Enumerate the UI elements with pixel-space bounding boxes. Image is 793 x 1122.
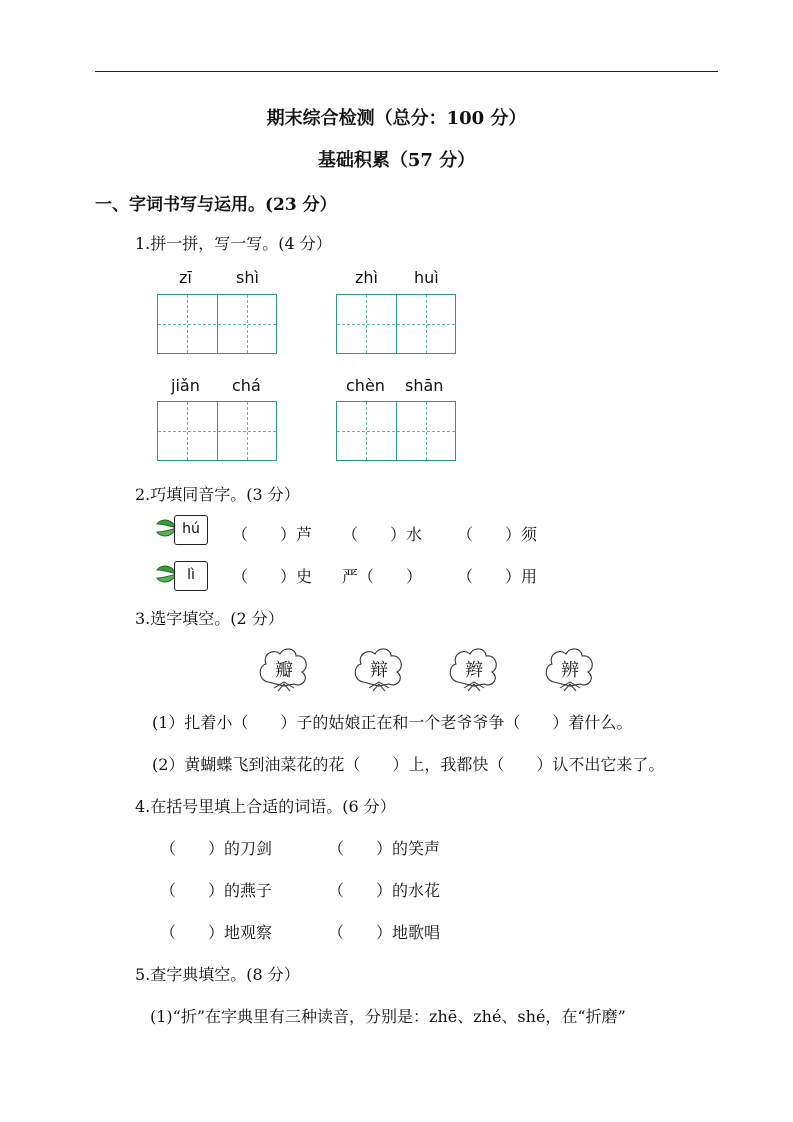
pinyin-box: hú [174, 515, 208, 545]
writing-grid[interactable] [336, 294, 456, 354]
q3-label: 3.选字填空。(2 分） [135, 609, 284, 628]
pinyin: chèn [346, 376, 385, 395]
option-char: 辫 [465, 660, 483, 681]
fill-item[interactable]: （ ）的笑声 [328, 839, 441, 858]
fill-item[interactable]: （ ）地观察 [160, 923, 273, 942]
fill-item[interactable]: （ ）的燕子 [160, 881, 273, 900]
fill-item[interactable]: 严（ ） [342, 567, 423, 586]
fill-item[interactable]: （ ）地歌唱 [328, 923, 441, 942]
q5-sentence: (1)“折”在字典里有三种读音，分别是：zhē、zhé、shé，在“折磨” [150, 1007, 626, 1026]
fill-item[interactable]: （ ）的刀剑 [160, 839, 273, 858]
fill-item[interactable]: （ ）水 [342, 525, 423, 544]
page-subtitle: 基础积累（57 分） [317, 150, 476, 171]
option-char: 辩 [370, 660, 388, 681]
pinyin: chá [232, 376, 261, 395]
option-char: 瓣 [275, 660, 293, 681]
section-heading: 一、字词书写与运用。(23 分） [95, 195, 337, 215]
q3-sentence[interactable]: (2）黄蝴蝶飞到油菜花的花（ ）上，我都快（ ）认不出它来了。 [152, 755, 665, 774]
pinyin: huì [414, 268, 439, 287]
pinyin-box: lì [174, 561, 208, 591]
pinyin: shì [236, 268, 259, 287]
page-title: 期末综合检测（总分：100 分） [266, 108, 527, 129]
fill-item[interactable]: （ ）的水花 [328, 881, 441, 900]
pinyin: shān [405, 376, 444, 395]
fill-item[interactable]: （ ）用 [457, 567, 538, 586]
pinyin: jiǎn [171, 376, 200, 395]
flower-char-option [256, 644, 312, 694]
flower-char-option [446, 644, 502, 694]
fill-item[interactable]: （ ）芦 [232, 525, 313, 544]
flower-char-option [351, 644, 407, 694]
flower-char-option [542, 644, 598, 694]
option-char: 辨 [561, 660, 579, 681]
fill-item[interactable]: （ ）史 [232, 567, 313, 586]
q5-label: 5.查字典填空。(8 分） [135, 965, 300, 984]
fill-item[interactable]: （ ）须 [457, 525, 538, 544]
pinyin: zhì [355, 268, 378, 287]
q4-label: 4.在括号里填上合适的词语。(6 分） [135, 797, 396, 816]
q1-label: 1.拼一拼，写一写。(4 分） [135, 234, 332, 253]
header-rule [95, 71, 718, 72]
q2-label: 2.巧填同音字。(3 分） [135, 485, 300, 504]
writing-grid[interactable] [336, 401, 456, 461]
writing-grid[interactable] [157, 294, 277, 354]
writing-grid[interactable] [157, 401, 277, 461]
pinyin: zī [179, 268, 192, 287]
q3-sentence[interactable]: (1）扎着小（ ）子的姑娘正在和一个老爷爷争（ ）着什么。 [152, 713, 633, 732]
